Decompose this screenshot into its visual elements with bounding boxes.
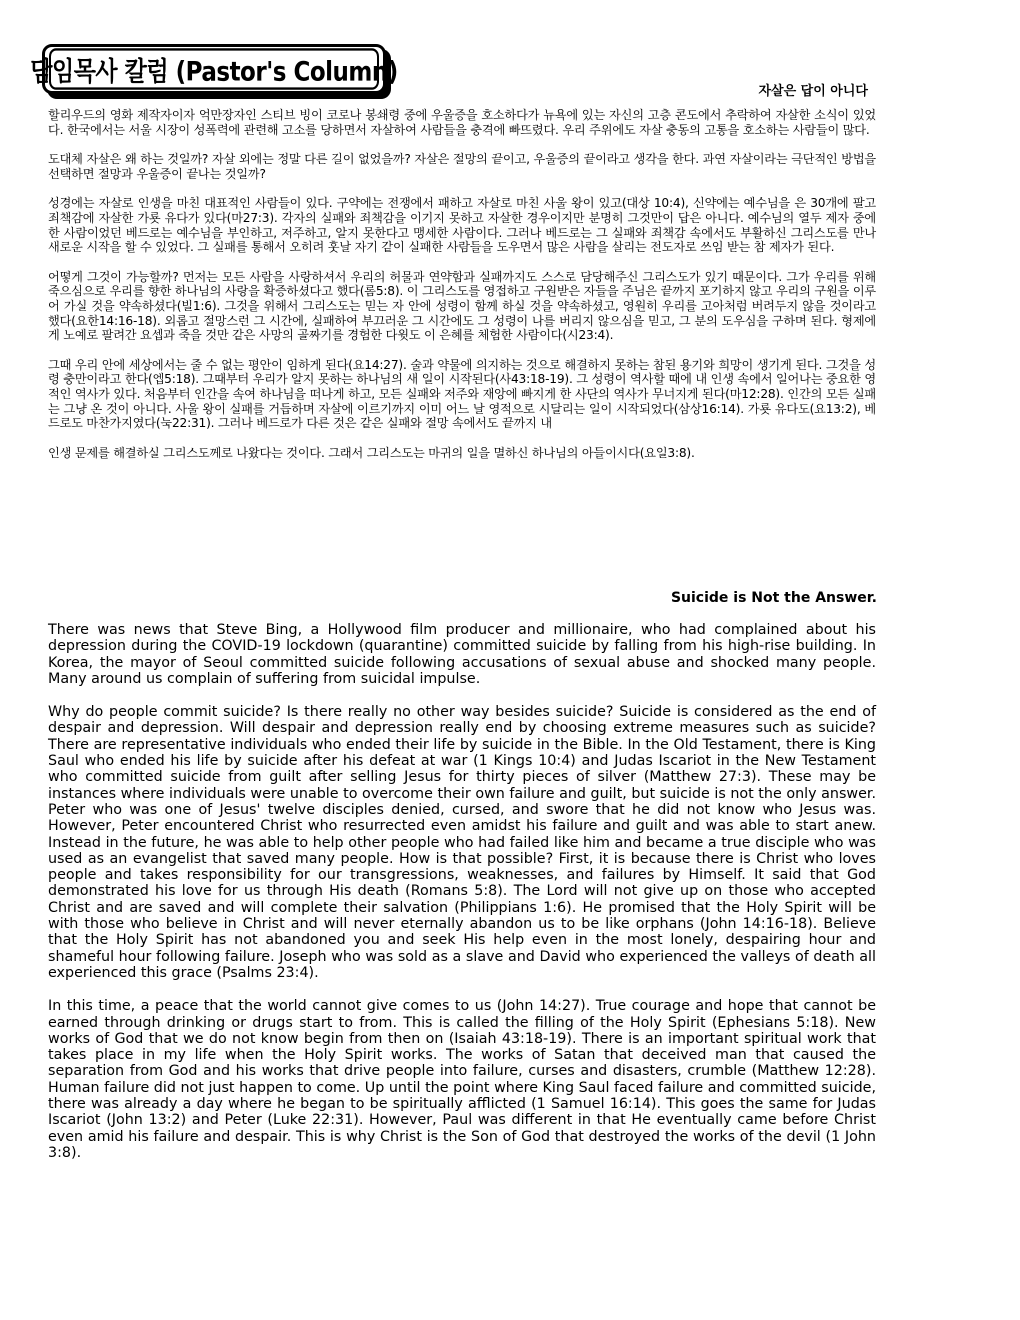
- korean-paragraph-4: 어떻게 그것이 가능할까? 먼저는 모든 사람을 사랑하셔서 우리의 허물과 연약함과 실패까지도 스스로 담당해주신 그리스도가 있기 때문이다. 그가 우리를 위해 죽으심으로 우리를 향한 하나님의 사랑을 확증하셨다고 했다(롬5:8). 이 그리스도를 영접하고 구원받은 자들을 주님은 끝까지 포기하지 않고 우리의 구원을 이루어 가실 것을 약속하셨다(빌1:6). 그것을 위해서 그리스도는 믿는 자 안에 성령이 함께 하실 것을 약속하셨고, 영원히 우리를 고아처럼 버려두지 않을 것이라고 했다(요한14:16-18). 외롭고 절망스런 그 시간에, 실패하여 부끄러운 그 시간에도 그 성령이 나를 버리지 않으심을 믿고, 그 분의 도우심을 구하며 된다. 형제에게 노예로 팔려간 요셉과 죽을 것만 같은 사망의 골짜기를 경험한 다윗도 이 은혜를 체험한 사람이다(시23:4).: [48, 269, 876, 343]
- korean-paragraph-6: 인생 문제를 해결하실 그리스도께로 나왔다는 것이다. 그래서 그리스도는 마귀의 일을 멸하신 하나님의 아들이시다(요일3:8).: [48, 445, 695, 460]
- english-paragraph-1: There was news that Steve Bing, a Hollywood film producer and millionaire, who had complained about his depression during the COVID-19 lockdown (quarantine) committed suicide by falling from his high-rise building. In Korea, the mayor of Seoul committed suicide following accusations of sexual abuse and shocked many people. Many around us complain of suffering from suicidal impulse.: [48, 622, 876, 687]
- korean-article-title: 자살은 답이 아니다: [758, 84, 868, 99]
- korean-paragraph-2: 도대체 자살은 왜 하는 것일까? 자살 외에는 정말 다른 길이 없었을까? 자살은 절망의 끝이고, 우울증의 끝이라고 생각을 한다. 과연 자살이라는 극단적인 방법을 선택하면 절망과 우울증이 끝나는 것일까?: [48, 152, 876, 181]
- english-article-title: Suicide is Not the Answer.: [670, 590, 877, 606]
- korean-article-body: [48, 108, 876, 475]
- column-header-box: [30, 44, 398, 94]
- english-article-body: [48, 622, 876, 1178]
- korean-paragraph-5: 그때 우리 안에 세상에서는 줄 수 없는 평안이 임하게 된다(요14:27). 술과 약물에 의지하는 것으로 해결하지 못하는 참된 용기와 희망이 생기게 된다. 그것을 성령 충만이라고 한다(엡5:18). 그때부터 우리가 알지 못하는 하나님의 새 일이 시작된다(사43:18-19). 그 성령이 역사할 때에 내 인생 속에서 일어나는 중요한 영적인 역사가 있다. 처음부터 인간을 속여 하나님을 떠나게 하고, 모든 실패와 저주와 재앙에 빠지게 한 사단의 역사가 무너지게 된다(마12:28). 인간의 모든 실패는 그냥 온 것이 아니다. 사울 왕이 실패를 거듭하며 자살에 이르기까지 이미 어느 날 영적으로 시달리는 일이 시작되었다(삼상16:14). 가룟 유다도(요13:2), 베드로도 마찬가지였다(눅22:31). 그러나 베드로가 다른 것은 같은 실패와 절망 속에서도 끝까지 내: [48, 357, 876, 431]
- korean-paragraph-1: 할리우드의 영화 제작자이자 억만장자인 스티브 빙이 코로나 봉쇄령 중에 우울증을 호소하다가 뉴욕에 있는 자신의 고층 콘도에서 추락하여 자살한 소식이 있었다. 한국에서는 서울 시장이 성폭력에 관련해 고소를 당하면서 자살하여 사람들을 충격에 빠뜨렸다. 우리 주위에도 자살 충동의 고통을 호소하는 사람들이 많다.: [48, 108, 876, 137]
- english-paragraph-3: In this time, a peace that the world cannot give comes to us (John 14:27). True courage and hope that cannot be earned through drinking or drugs start to from. This is called the filling of the Holy Spirit (Ephesians 5:18). New works of God that we do not know begin from then on (Isaiah 43:18-19). There is an important spiritual work that takes place in my life when the Holy Spirit works. The works of Satan that deceived man that caused the separation from God and his works that drive people into failure, curses and disasters, crumble (Matthew 12:28). Human failure did not just happen to come. Up until the point where King Saul faced failure and committed suicide, there was already a day where he began to be spiritually afflicted (1 Samuel 16:14). This goes the same for Judas Iscariot (John 13:2) and Peter (Luke 22:31). However, Paul was different in that He eventually came before Christ even amid his failure and despair. This is why Christ is the Son of God that destroyed the works of the devil (1 John 3:8).: [48, 998, 876, 1161]
- korean-paragraph-3: 성경에는 자살로 인생을 마친 대표적인 사람들이 있다. 구약에는 전쟁에서 패하고 자살로 마친 사울 왕이 있고(대상 10:4), 신약에는 예수님을 은 30개에 팔고 죄책감에 자살한 가룟 유다가 있다(마27:3). 각자의 실패와 죄책감을 이기지 못하고 자살한 경우이지만 분명히 그것만이 답은 아니다. 예수님의 열두 제자 중에 한 사람이었던 베드로는 예수님을 부인하고, 저주하고, 알지 못한다고 맹세한 사람이다. 그러나 베드로는 그 실패와 죄책감 속에서도 부활하신 그리스도를 만나 새로운 시작을 할 수 있었다. 그 실패를 통해서 오히려 훗날 자기 같이 실패한 사람들을 도우면서 많은 사람을 살리는 전도자로 쓰임 받는 참 제자가 된다.: [48, 196, 876, 255]
- column-title: 담임목사 칼럼 (Pastor's Column): [49, 48, 379, 89]
- english-paragraph-2: Why do people commit suicide? Is there really no other way besides suicide? Suicide is considered as the end of despair and depression. Will despair and depression really end by choosing extreme measures such as suicide? There are representative individuals who ended their life by suicide in the Bible. In the Old Testament, there is King Saul who ended his life by suicide after his defeat at war (1 Kings 10:4) and Judas Iscariot in the New Testament who committed suicide from guilt after selling Jesus for thirty pieces of silver (Matthew 27:3). These may be instances where individuals were unable to overcome their own failure and guilt, but suicide is not the only answer. Peter who was one of Jesus' twelve disciples denied, cursed, and swore that he did not know who Jesus was. However, Peter encountered Christ who resurrected even amidst his failure and guilt and was able to start anew. Instead in the future, he was able to help other people who had failed like him and became a true disciple who was used as an evangelist that saved many people. How is that possible? First, it is because there is Christ who loves people and takes responsibility for our transgressions, weaknesses, and failures by Himself. It said that God demonstrated his love for us through His death (Romans 5:8). The Lord will not give up on those who accepted Christ and are saved and will complete their salvation (Philippians 1:6). He promised that the Holy Spirit will be with those who believe in Christ and will never eternally abandon us to be like orphans (John 14:16-18). Believe that the Holy Spirit has not abandoned you and seek His help even in the most lonely, despairing hour and shameful hour following failure. Joseph who was sold as a slave and David who experienced the valleys of death all experienced this grace (Psalms 23:4).: [48, 704, 876, 981]
